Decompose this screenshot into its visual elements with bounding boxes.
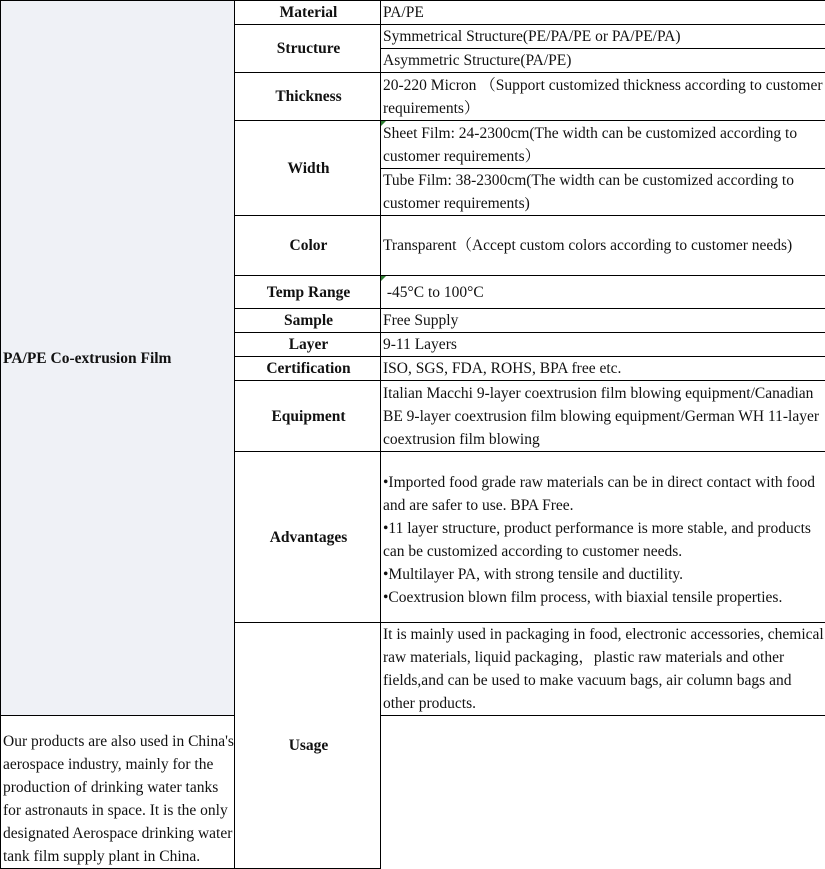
advantage-item: •Multilayer PA, with strong tensile and ductility.: [383, 563, 825, 586]
row-usage-2: [1, 716, 825, 869]
cell-marker: [381, 276, 386, 281]
material-value: PA/PE: [381, 1, 825, 25]
color-value: Transparent（Accept custom colors according to customer needs): [381, 216, 825, 276]
sample-label: Sample: [235, 309, 381, 333]
usage-value-main: It is mainly used in packaging in food, electronic accessories, chemical raw materials, liquid packaging，plastic raw materials and other fields,and can be used to make vacuum bags, air column bags and other products.: [381, 623, 825, 716]
structure-value-asymmetric: Asymmetric Structure(PA/PE): [381, 49, 825, 73]
width-value-sheet-text: Sheet Film: 24-2300cm(The width can be customized according to customer requirements）: [383, 125, 797, 165]
usage-value-aerospace: Our products are also used in China's aerospace industry, mainly for the production of drinking water tanks for astronauts in space. It is the only designated Aerospace drinking water tank film supply plant in China.: [1, 716, 235, 869]
certification-label: Certification: [235, 357, 381, 381]
sample-value: Free Supply: [381, 309, 825, 333]
advantages-value: [381, 452, 825, 623]
thickness-label: Thickness: [235, 73, 381, 121]
advantage-item: •11 layer structure, product performance is more stable, and products can be customized according to customer needs.: [383, 517, 825, 563]
width-value-tube: Tube Film: 38-2300cm(The width can be customized according to customer requirements): [381, 169, 825, 216]
equipment-value: Italian Macchi 9-layer coextrusion film blowing equipment/Canadian BE 9-layer coextrusion film blowing equipment/German WH 11-layer coextrusion film blowing: [381, 381, 825, 452]
structure-label: Structure: [235, 25, 381, 73]
temp-range-value-text: -45°C to 100°C: [383, 284, 484, 301]
width-label: Width: [235, 121, 381, 216]
layer-value: 9-11 Layers: [381, 333, 825, 357]
product-name: PA/PE Co-extrusion Film: [3, 350, 171, 367]
row-material: [1, 1, 825, 25]
structure-value-symmetrical: Symmetrical Structure(PE/PA/PE or PA/PE/PA): [381, 25, 825, 49]
cell-marker: [381, 121, 386, 126]
width-value-sheet: [381, 121, 825, 169]
advantage-item: •Imported food grade raw materials can be in direct contact with food and are safer to use. BPA Free.: [383, 471, 825, 517]
certification-value: ISO, SGS, FDA, ROHS, BPA free etc.: [381, 357, 825, 381]
usage-label: Usage: [235, 623, 381, 869]
advantage-item: •Coextrusion blown film process, with biaxial tensile properties.: [383, 586, 825, 609]
layer-label: Layer: [235, 333, 381, 357]
color-label: Color: [235, 216, 381, 276]
product-name-cell: [1, 1, 235, 716]
equipment-label: Equipment: [235, 381, 381, 452]
material-label: Material: [235, 1, 381, 25]
thickness-value: 20-220 Micron （Support customized thickness according to customer requirements）: [381, 73, 825, 121]
temp-range-value: [381, 276, 825, 309]
temp-range-label: Temp Range: [235, 276, 381, 309]
advantages-label: Advantages: [235, 452, 381, 623]
